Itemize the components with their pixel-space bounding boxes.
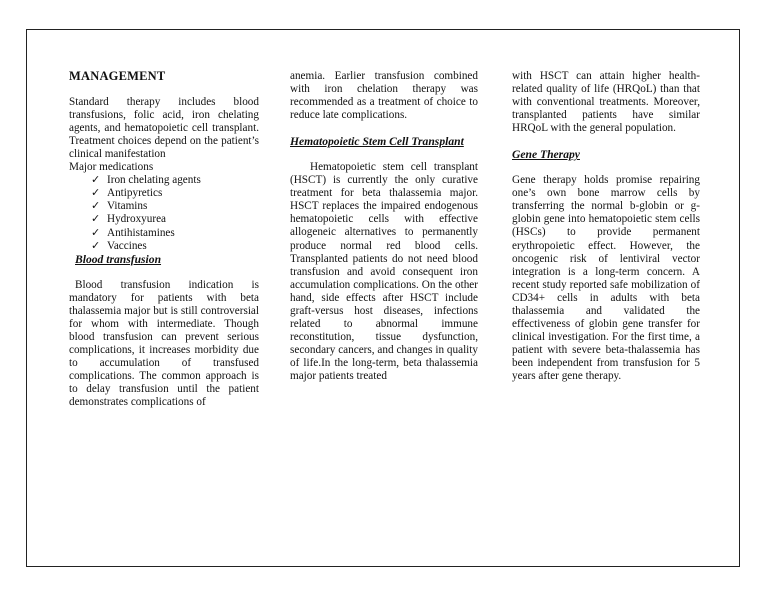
major-medications-label: Major medications [69, 161, 154, 174]
column-gene-therapy [512, 70, 700, 383]
medications-list [69, 174, 259, 252]
hsct-heading: Hematopoietic Stem Cell Transplant [290, 135, 464, 149]
hsct-text: Hematopoietic stem cell transplant (HSCT) is currently the only curative treatment for beta thalassemia major. HSCT replaces the impaired endogenous hematopoietic cells with effective allogeneic alternatives to permanently produce normal red blood cells. Transplanted patients do not need blood transfusion and avoid consequent iron accumulation complications. On the other hand, side effects after HSCT include graft-versus host diseases, infections related to abnormal immune reconstitution, tissue dysfunction, secondary cancers, and changes in quality of life.In the long-term, beta thalassemia major patients treated [290, 161, 478, 382]
hsct-continued-text: with HSCT can attain higher health-related quality of life (HRQoL) than that with conventional treatments. Moreover, transplanted patients have similar HRQoL with the general population. [512, 70, 700, 135]
management-intro: Standard therapy includes blood transfusions, folic acid, iron chelating agents, and hematopoietic cell transplant. Treatment choices depend on the patient’s clinical manifestation [69, 96, 259, 161]
column-hsct [290, 70, 478, 383]
blood-transfusion-heading: Blood transfusion [75, 252, 162, 266]
checkmark-icon: ✓ [91, 174, 101, 187]
gene-therapy-heading: Gene Therapy [512, 148, 580, 162]
checkmark-icon: ✓ [91, 200, 101, 213]
medication-item: ✓ Antipyretics [91, 187, 163, 200]
medication-item: ✓ Vitamins [91, 200, 148, 213]
medication-item: ✓ Hydroxyurea [91, 213, 167, 226]
checkmark-icon: ✓ [91, 226, 101, 239]
gene-therapy-text: Gene therapy holds promise repairing one’s own bone marrow cells by transferring the normal b-globin or g-globin gene into hematopoietic stem cells (HSCs) to provide permanent erythropoietic effect. However, the oncogenic risk of lentiviral vector integration is a long-term concern. A recent study reported safe mobilization of CD34+ cells in adults with beta thalassemia and validated the effectiveness of globin gene transfer for clinical investigation. For the first time, a patient with severe beta-thalassemia has been independent from transfusion for 5 years after gene therapy. [512, 174, 700, 382]
medication-item: ✓ Antihistamines [91, 226, 175, 239]
checkmark-icon: ✓ [91, 187, 101, 200]
checkmark-icon: ✓ [91, 213, 101, 226]
column-management [69, 70, 259, 409]
transfusion-continued-text: anemia. Earlier transfusion combined with iron chelation therapy was recommended as a treatment of choice to reduce late complications. [290, 70, 478, 122]
checkmark-icon: ✓ [91, 239, 101, 252]
management-heading: MANAGEMENT [69, 69, 166, 83]
medication-item: ✓ Vaccines [91, 239, 147, 252]
medication-item: ✓ Iron chelating agents [91, 174, 201, 187]
blood-transfusion-text: Blood transfusion indication is mandatory for patients with beta thalassemia major but is still controversial for whom with intermediate. Though blood transfusion can prevent serious complications, it increases morbidity due to accumulation of transfused complications. The common approach is to delay transfusion until the patient demonstrates complications of [69, 278, 259, 409]
